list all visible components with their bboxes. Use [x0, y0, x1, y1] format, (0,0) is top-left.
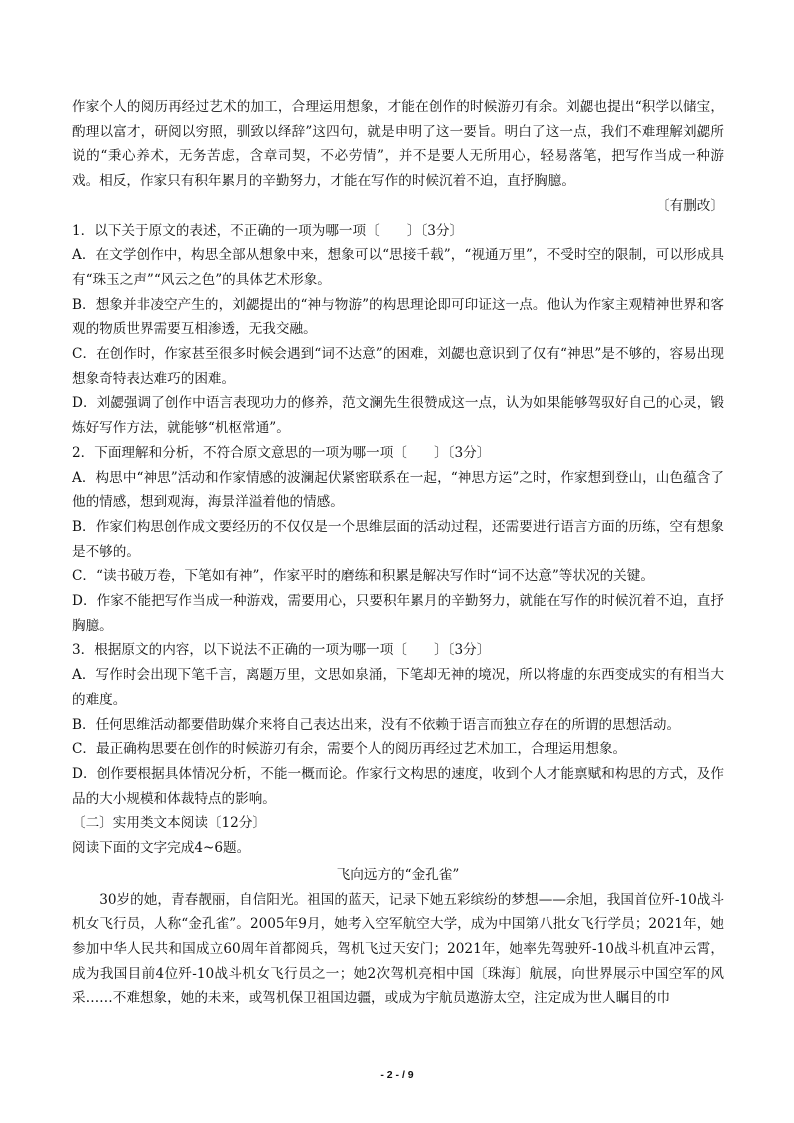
article-paragraph: 30岁的她，青春靓丽，自信阳光。祖国的蓝天，记录下她五彩缤纷的梦想——余旭，我国首位歼-10战斗机女飞行员，人称“金孔雀”。2005年9月，她考入空军航空大学，成为中国第八批女飞行学员；2021年，她参加中华人民共和国成立60周年首都阅兵，驾机飞过天安门；2021年，她率先驾驶歼-10战斗机直冲云霄，成为我国目前4位歼-10战斗机女飞行员之一；她2次驾机亮相中国〔珠海〕航展，向世界展示中国空军的风采……不难想象，她的未来，或驾机保卫祖国边疆，或成为宇航员遨游太空，注定成为世人瞩目的巾 [72, 891, 724, 1007]
question-3-option-c: C．最正确构思要在创作的时候游刃有余，需要个人的阅历再经过艺术加工，合理运用想象。 [72, 741, 627, 758]
passage-paragraph: 作家个人的阅历再经过艺术的加工，合理运用想象，才能在创作的时候游刃有余。刘勰也提出“积学以储宝，酌理以富才，研阅以穷照，驯致以绎辞”这四句，就是申明了这一要旨。明白了这一点，我们不难理解刘勰所说的“秉心养术，无务苦虑，含章司契，不必劳情”，并不是要人无所用心，轻易落笔，把写作当成一种游戏。相反，作家只有积年累月的辛勤努力，才能在写作的时候沉着不迫，直抒胸臆。 [72, 99, 724, 190]
document-page [72, 95, 724, 1011]
question-2-stem: 2．下面理解和分析，不符合原文意思的一项为哪一项〔 〕〔3分〕 [72, 444, 491, 461]
question-2-option-d: D．作家不能把写作当成一种游戏，需要用心，只要积年累月的辛勤努力，就能在写作的时候沉着不迫，直抒胸臆。 [72, 593, 724, 634]
question-3-stem: 3．根据原文的内容，以下说法不正确的一项为哪一项〔 〕〔3分〕 [72, 642, 491, 659]
page-number: - 2 - / 9 [380, 1069, 414, 1081]
question-1-option-c: C．在创作时，作家甚至很多时候会遇到“词不达意”的困难，刘勰也意识到了仅有“神思”是不够的，容易出现想象奇特表达难巧的困难。 [72, 346, 724, 387]
reading-instruction: 阅读下面的文字完成4~6题。 [72, 840, 251, 857]
question-1-option-b: B．想象并非凌空产生的，刘勰提出的“神与物游”的构思理论即可印证这一点。他认为作家主观精神世界和客观的物质世界需要互相渗透，无我交融。 [72, 296, 724, 338]
section-heading: 〔二〕实用类文本阅读〔12分〕 [72, 815, 267, 832]
question-2-option-c: C．“读书破万卷，下笔如有神”，作家平时的磨练和积累是解决写作时“词不达意”等状况的关键。 [72, 568, 654, 585]
question-3-option-b: B．任何思维活动都要借助媒介来将自己表达出来，没有不依赖于语言而独立存在的所谓的思想活动。 [72, 716, 681, 733]
question-3-option-a: A．写作时会出现下笔千言，离题万里，文思如泉涌，下笔却无神的境况，所以将虚的东西变成实的有相当大的难度。 [72, 667, 724, 708]
question-3-option-d: D．创作要根据具体情况分析，不能一概而论。作家行文构思的速度，收到个人才能禀赋和构思的方式，及作品的大小规模和体裁特点的影响。 [72, 765, 724, 807]
source-note: 〔有删改〕 [656, 197, 724, 214]
article-title: 飞向远方的“金孔雀” [336, 866, 460, 883]
question-2-option-a: A．构思中“神思”活动和作家情感的波澜起伏紧密联系在一起，“神思方运”之时，作家想到登山，山色蕴含了他的情感，想到观海，海景洋溢着他的情感。 [72, 469, 724, 511]
question-2-option-b: B．作家们构思创作成文要经历的不仅仅是一个思维层面的活动过程，还需要进行语言方面的历练，空有想象是不够的。 [72, 518, 724, 560]
question-1-option-a: A．在文学创作中，构思全部从想象中来，想象可以“思接千载”，“视通万里”，不受时空的限制，可以形成具有“珠玉之声”“风云之色”的具体艺术形象。 [72, 247, 724, 288]
question-1-stem: 1．以下关于原文的表述，不正确的一项为哪一项〔 〕〔3分〕 [72, 222, 464, 239]
question-1-option-d: D．刘勰强调了创作中语言表现功力的修养，范文澜先生很赞成这一点，认为如果能够驾驭好自己的心灵，锻炼好写作方法，就能够“机枢常通”。 [72, 395, 724, 437]
